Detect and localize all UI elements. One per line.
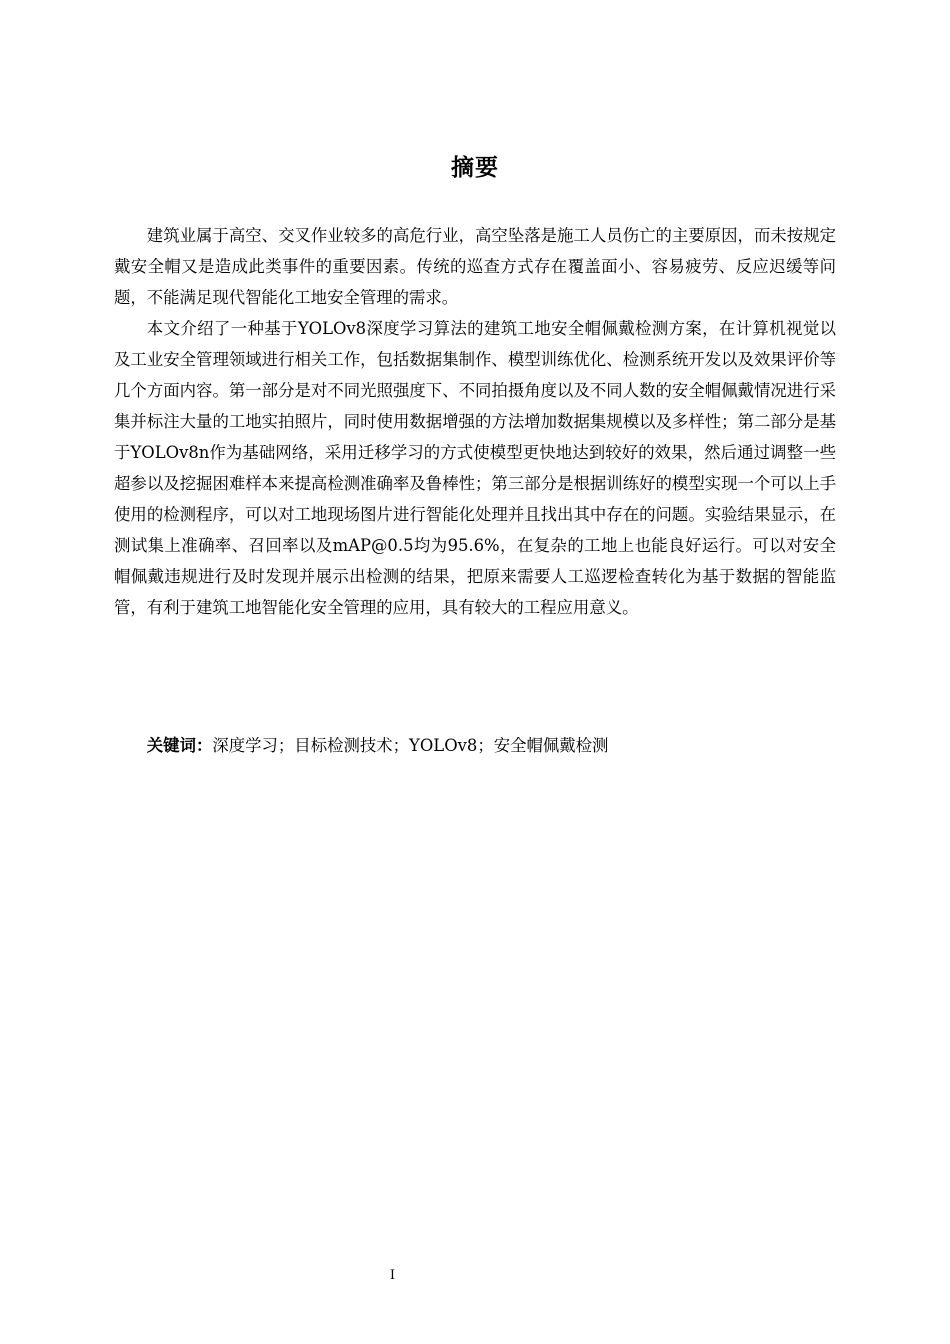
keywords-label: 关键词： bbox=[146, 736, 213, 755]
abstract-paragraph-2: 本文介绍了一种基于YOLOv8深度学习算法的建筑工地安全帽佩戴检测方案，在计算机视觉以及工业安全管理领域进行相关工作，包括数据集制作、模型训练优化、检测系统开发以及效果评价等几个方面内容。第一部分是对不同光照强度下、不同拍摄角度以及不同人数的安全帽佩戴情况进行采集并标注大量的工地实拍照片，同时使用数据增强的方法增加数据集规模以及多样性；第二部分是基于YOLOv8n作为基础网络，采用迁移学习的方式使模型更快地达到较好的效果，然后通过调整一些超参以及挖掘困难样本来提高检测准确率及鲁棒性；第三部分是根据训练好的模型实现一个可以上手使用的检测程序，可以对工地现场图片进行智能化处理并且找出其中存在的问题。实验结果显示，在测试集上准确率、召回率以及mAP@0.5均为95.6%，在复杂的工地上也能良好运行。可以对安全帽佩戴违规进行及时发现并展示出检测的结果，把原来需要人工巡逻检查转化为基于数据的智能监管，有利于建筑工地智能化安全管理的应用，具有较大的工程应用意义。 bbox=[114, 319, 836, 617]
page-title: 摘要 bbox=[451, 155, 499, 181]
page-number: I bbox=[389, 1268, 396, 1283]
keywords-line bbox=[114, 730, 836, 761]
abstract-paragraph-1: 建筑业属于高空、交叉作业较多的高危行业，高空坠落是施工人员伤亡的主要原因，而未按规定戴安全帽又是造成此类事件的重要因素。传统的巡查方式存在覆盖面小、容易疲劳、反应迟缓等问题，不能满足现代智能化工地安全管理的需求。 bbox=[114, 226, 836, 307]
abstract-body bbox=[114, 220, 836, 623]
keywords-text: 深度学习；目标检测技术；YOLOv8；安全帽佩戴检测 bbox=[212, 736, 609, 755]
